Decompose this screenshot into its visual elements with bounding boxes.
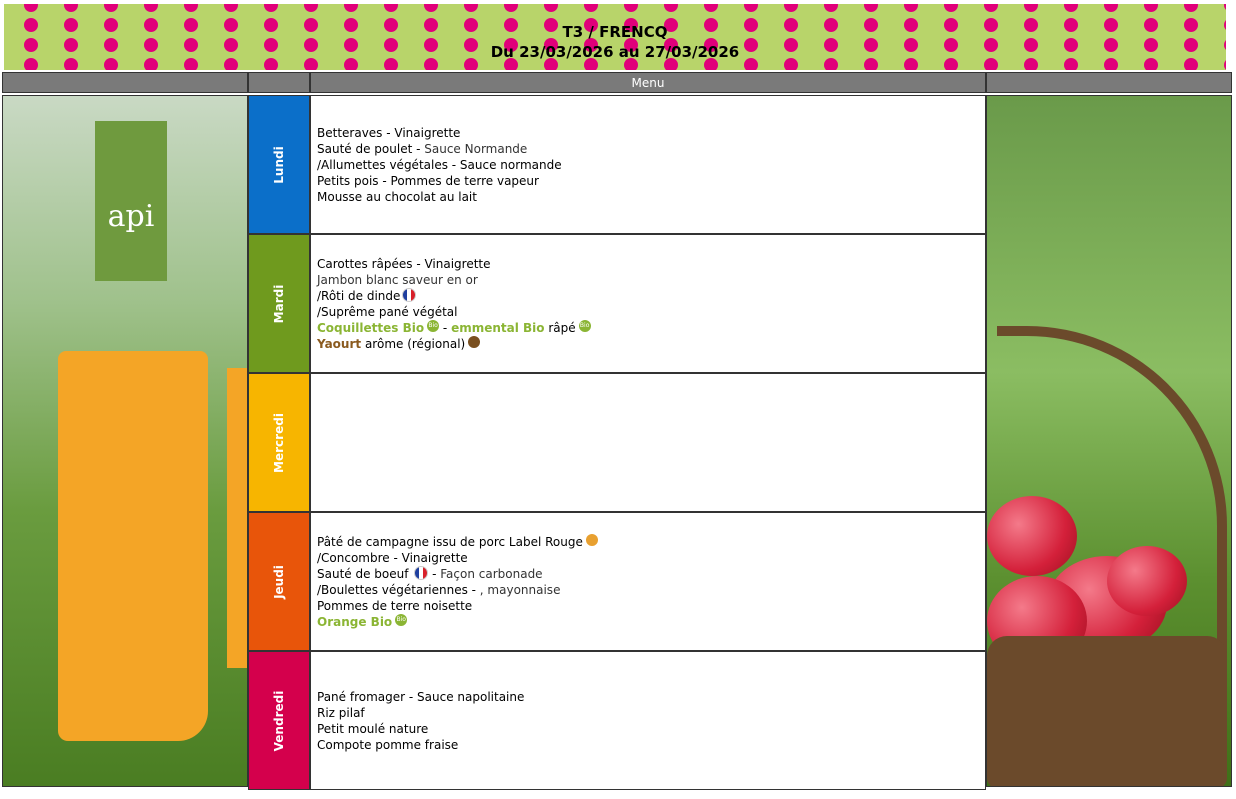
polka-dot [464, 4, 478, 12]
menu-cell-jeudi [310, 512, 986, 651]
day-label: Jeudi [272, 564, 286, 599]
polka-dot [504, 4, 518, 12]
day-label: Vendredi [272, 690, 286, 751]
day-label: Mercredi [272, 412, 286, 473]
polka-dot [864, 4, 878, 12]
france-flag-icon [414, 566, 428, 580]
day-label: Mardi [272, 284, 286, 323]
menu-item [317, 550, 979, 566]
menu-column-header: Menu [310, 72, 986, 93]
menu-text: Orange Bio [317, 614, 393, 629]
polka-dot [24, 4, 38, 12]
api-logo-text: api [107, 199, 155, 234]
menu-text: arôme (régional) [361, 336, 466, 351]
menu-item [317, 614, 979, 630]
polka-dot [784, 4, 798, 12]
menu-text: Riz pilaf [317, 705, 365, 720]
menu-text: /Boulettes végétariennes - [317, 582, 480, 597]
basket-illustration [987, 636, 1227, 787]
polka-dot [904, 4, 918, 12]
polka-dot [1064, 4, 1078, 12]
polka-dot [704, 4, 718, 12]
polka-dot [344, 4, 358, 12]
menu-text: /Allumettes végétales - Sauce normande [317, 157, 562, 172]
polka-dot [1144, 4, 1158, 12]
polka-dot [224, 4, 238, 12]
right-column-header [986, 72, 1232, 93]
polka-dot [1184, 4, 1198, 12]
menu-text: Sauté de poulet - [317, 141, 425, 156]
polka-dot [384, 4, 398, 12]
menu-cell-mercredi [310, 373, 986, 512]
polka-dot [624, 4, 638, 12]
menu-text: Petit moulé nature [317, 721, 429, 736]
menu-item [317, 566, 979, 582]
bio-label-icon: Bio [579, 320, 591, 332]
week-range: Du 23/03/2026 au 27/03/2026 [490, 43, 740, 61]
menu-cell-vendredi [310, 651, 986, 790]
menu-item [317, 173, 979, 189]
polka-dot [64, 4, 78, 12]
menu-text: Carottes râpées - Vinaigrette [317, 256, 491, 271]
menu-item [317, 189, 979, 205]
menu-text: Sauté de boeuf [317, 566, 413, 581]
polka-dot [664, 4, 678, 12]
polka-dot [1224, 4, 1226, 12]
polka-dot [1104, 4, 1118, 12]
menu-text: emmental Bio [451, 320, 545, 335]
menu-text: Coquillettes Bio [317, 320, 425, 335]
polka-dot [744, 4, 758, 12]
menu-item [317, 141, 979, 157]
menu-item [317, 689, 979, 705]
france-flag-icon [402, 288, 416, 302]
menu-text: /Suprême pané végétal [317, 304, 458, 319]
bio-label-icon: Bio [395, 614, 407, 626]
polka-dot [1024, 4, 1038, 12]
menu-cell-mardi [310, 234, 986, 373]
menu-text: /Concombre - Vinaigrette [317, 550, 468, 565]
menu-item [317, 288, 979, 304]
menu-item [317, 272, 979, 288]
polka-dot [984, 4, 998, 12]
polka-dot [424, 4, 438, 12]
menu-item [317, 737, 979, 753]
label-rouge-icon [586, 534, 598, 546]
apple-illustration [987, 496, 1077, 576]
day-column-header [248, 72, 310, 93]
menu-text: Pommes de terre noisette [317, 598, 473, 613]
menu-item [317, 157, 979, 173]
menu-header-banner [4, 4, 1226, 70]
day-cell-jeudi [248, 512, 310, 651]
menu-text: Pâté de campagne issu de porc Label Rouge [317, 534, 583, 549]
day-cell-lundi [248, 95, 310, 234]
right-decorative-image [986, 95, 1232, 787]
menu-text: Compote pomme fraise [317, 737, 459, 752]
rain-boot-illustration [58, 351, 208, 741]
menu-text: Jambon blanc saveur en or [317, 272, 478, 287]
menu-text: Sauce Normande [424, 141, 528, 156]
polka-dot [824, 4, 838, 12]
polka-dot [544, 4, 558, 12]
bio-label-icon: Bio [427, 320, 439, 332]
menu-item [317, 721, 979, 737]
polka-dot [144, 4, 158, 12]
left-column-header [2, 72, 248, 93]
polka-dot [104, 4, 118, 12]
menu-text: Façon carbonade [440, 566, 543, 581]
menu-text: Petits pois - Pommes de terre vapeur [317, 173, 539, 188]
menu-text: - [439, 320, 452, 335]
menu-text: Betteraves - Vinaigrette [317, 125, 461, 140]
polka-dot [264, 4, 278, 12]
menu-item [317, 534, 979, 550]
regional-product-icon [468, 336, 480, 348]
menu-text: /Rôti de dinde [317, 288, 401, 303]
menu-text: Pané fromager - Sauce napolitaine [317, 689, 525, 704]
menu-item [317, 320, 979, 336]
page-title [4, 22, 1226, 62]
day-cell-vendredi [248, 651, 310, 790]
menu-item [317, 705, 979, 721]
day-cell-mercredi [248, 373, 310, 512]
menu-item [317, 598, 979, 614]
menu-text: Yaourt [317, 336, 362, 351]
polka-dot [184, 4, 198, 12]
menu-item [317, 304, 979, 320]
menu-text: , mayonnaise [479, 582, 561, 597]
school-name: T3 / FRENCQ [562, 23, 668, 41]
menu-item [317, 582, 979, 598]
left-decorative-image [2, 95, 248, 787]
menu-item [317, 256, 979, 272]
menu-text: - [428, 566, 441, 581]
menu-cell-lundi [310, 95, 986, 234]
api-logo [95, 121, 167, 281]
menu-item [317, 336, 979, 352]
menu-text: Mousse au chocolat au lait [317, 189, 477, 204]
polka-dot [944, 4, 958, 12]
day-label: Lundi [272, 145, 286, 184]
apple-illustration [1107, 546, 1187, 616]
day-cell-mardi [248, 234, 310, 373]
second-boot-illustration [227, 368, 248, 668]
menu-text: râpé [544, 320, 576, 335]
menu-item [317, 125, 979, 141]
polka-dot [584, 4, 598, 12]
polka-dot [304, 4, 318, 12]
